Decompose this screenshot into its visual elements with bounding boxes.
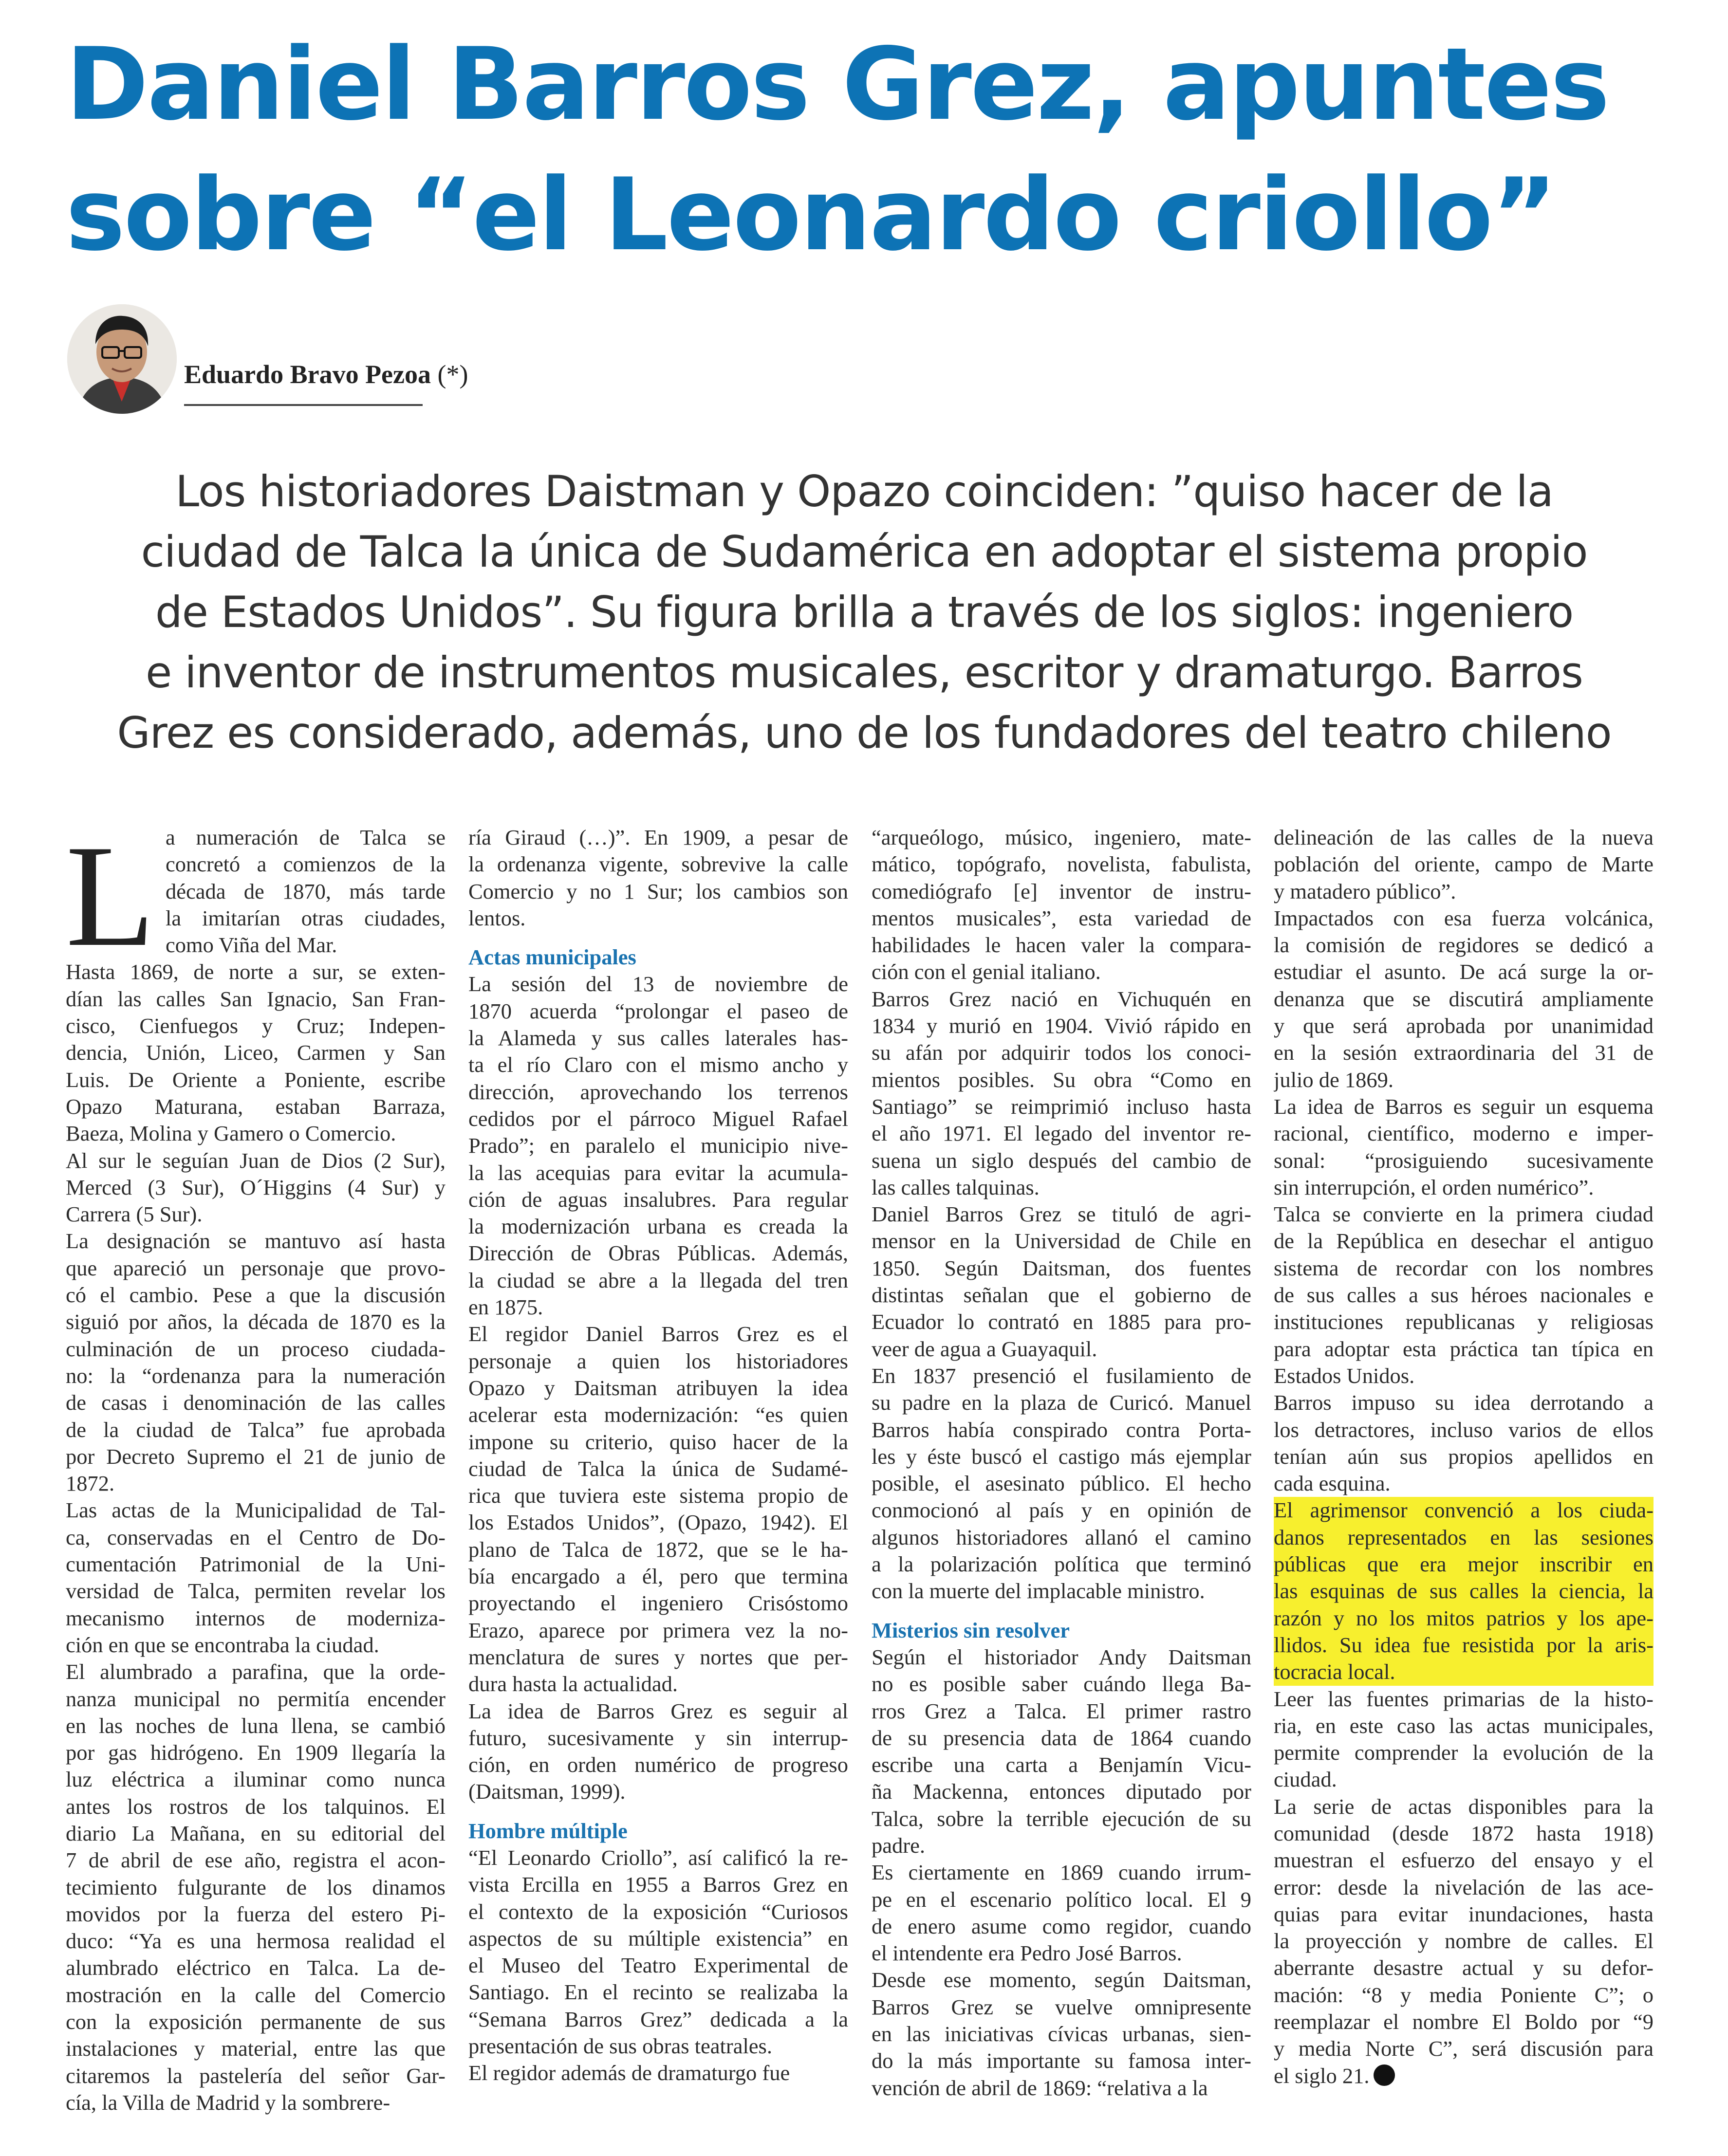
text-line: presentación de sus obras teatrales. bbox=[468, 2034, 772, 2059]
text-line: Las actas de la Municipalidad de Tal- bbox=[66, 1498, 446, 1523]
text-line: ción de aguas insalubres. Para regular bbox=[468, 1187, 848, 1212]
text-line: distintas señalan que el gobierno de bbox=[872, 1283, 1251, 1308]
text-line: sistema de recordar con los nombres bbox=[1274, 1255, 1654, 1280]
text-line: década de 1870, más tarde bbox=[166, 879, 446, 903]
text-line: la Alameda y sus calles laterales has- bbox=[468, 1026, 848, 1050]
text-line: de su presencia data de 1864 cuando bbox=[872, 1725, 1251, 1750]
text-line: la modernización urbana es creada la bbox=[468, 1214, 848, 1239]
text-line: aspectos de su múltiple existencia” en bbox=[468, 1926, 848, 1951]
text-line: llidos. Su idea fue resistida por la aris- bbox=[1274, 1632, 1654, 1658]
text-line: concretó a comienzos de la bbox=[166, 852, 446, 877]
text-line: nanza municipal no permitía encender bbox=[66, 1686, 446, 1711]
text-line: Santiago. En el recinto se realizaba la bbox=[468, 1980, 848, 2005]
text-line: antes los rostros de los talquinos. El bbox=[66, 1794, 446, 1819]
text-line: mático, topógrafo, novelista, fabulista, bbox=[872, 852, 1251, 877]
text-line: Prado”; en paralelo el municipio nive- bbox=[468, 1133, 848, 1158]
text-line: Carrera (5 Sur). bbox=[66, 1202, 203, 1227]
text-line: El agrimensor convenció a los ciuda- bbox=[1274, 1497, 1654, 1524]
text-line: error: desde la nivelación de las ace- bbox=[1274, 1875, 1654, 1899]
text-line: En 1837 presenció el fusilamiento de bbox=[872, 1363, 1251, 1388]
text-line: 1834 y murió en 1904. Vivió rápido en bbox=[872, 1014, 1251, 1038]
lead-paragraph bbox=[58, 461, 1670, 763]
text-line: dían las calles San Ignacio, San Fran- bbox=[66, 986, 446, 1011]
lead-line: Grez es considerado, además, uno de los fundadores del teatro chileno bbox=[117, 708, 1612, 758]
text-line: alumbrado eléctrico en Talca. La de- bbox=[66, 1955, 446, 1980]
column-2 bbox=[468, 824, 848, 2087]
text-line: citaremos la pastelería del señor Gar- bbox=[66, 2063, 446, 2088]
text-line: el Museo del Teatro Experimental de bbox=[468, 1953, 848, 1978]
text-line: movidos por la fuerza del estero Pi- bbox=[66, 1901, 446, 1926]
text-line: que apareció un personaje que provo- bbox=[66, 1255, 446, 1280]
text-line: La idea de Barros Grez es seguir al bbox=[468, 1698, 848, 1723]
text-line: de casas i denominación de las calles bbox=[66, 1390, 446, 1415]
text-line: aberrante desastre actual y su defor- bbox=[1274, 1955, 1654, 1980]
text-line: “Semana Barros Grez” dedicada a la bbox=[468, 2007, 848, 2031]
col2-text-c bbox=[468, 1844, 848, 2087]
text-line: bía encargado a él, pero que termina bbox=[468, 1564, 848, 1589]
text-line: sonal: “prosiguiendo sucesivamente bbox=[1274, 1148, 1654, 1173]
author-name: Eduardo Bravo Pezoa bbox=[184, 360, 431, 389]
text-line: Erazo, aparece por primera vez la no- bbox=[468, 1618, 848, 1642]
text-line: rros Grez a Talca. El primer rastro bbox=[872, 1698, 1251, 1723]
text-line: diario La Mañana, en su editorial del bbox=[66, 1821, 446, 1845]
text-line: ciudad de Talca la única de Sudamé- bbox=[468, 1456, 848, 1481]
text-line: el año 1971. El legado del inventor re- bbox=[872, 1121, 1251, 1146]
text-line: Hasta 1869, de norte a sur, se exten- bbox=[66, 959, 446, 984]
lead-line: Los historiadores Daistman y Opazo coinciden: ”quiso hacer de la bbox=[175, 466, 1553, 516]
text-line: luz eléctrica a iluminar como nunca bbox=[66, 1767, 446, 1792]
text-line: mecanismo internos de moderniza- bbox=[66, 1605, 446, 1630]
end-mark-icon bbox=[1374, 2064, 1395, 2086]
text-line: 1870 acuerda “prolongar el paseo de bbox=[468, 998, 848, 1023]
subheading-hombre: Hombre múltiple bbox=[468, 1818, 628, 1843]
text-line: Daniel Barros Grez se tituló de agri- bbox=[872, 1202, 1251, 1227]
text-line: su afán por adquirir todos los conoci- bbox=[872, 1040, 1251, 1065]
text-line: de la ciudad de Talca” fue aprobada bbox=[66, 1417, 446, 1442]
column-1 bbox=[66, 815, 446, 2116]
text-line: menclatura de sures y nortes que per- bbox=[468, 1644, 848, 1669]
text-line: la las acequias para evitar la acumula- bbox=[468, 1160, 848, 1185]
text-line: tecimiento fulgurante de los dinamos bbox=[66, 1875, 446, 1899]
text-line: sin interrupción, el orden numérico”. bbox=[1274, 1175, 1594, 1199]
text-line: Merced (3 Sur), O´Higgins (4 Sur) y bbox=[66, 1175, 446, 1199]
column-4 bbox=[1274, 824, 1654, 2089]
lead-line: ciudad de Talca la única de Sudamérica en adoptar el sistema propio bbox=[141, 527, 1588, 577]
text-line: ciudad. bbox=[1274, 1767, 1337, 1792]
text-line: “El Leonardo Criollo”, así calificó la re- bbox=[468, 1845, 848, 1870]
text-line: duco: “Ya es una hermosa realidad el bbox=[66, 1929, 446, 1953]
text-line: Dirección de Obras Públicas. Además, bbox=[468, 1241, 848, 1266]
text-line: mentos musicales”, esta variedad de bbox=[872, 905, 1251, 930]
text-line: proyectando el ingeniero Crisóstomo bbox=[468, 1591, 848, 1616]
text-line: las calles talquinas. bbox=[872, 1175, 1040, 1199]
text-line: 1850. Según Daitsman, dos fuentes bbox=[872, 1255, 1251, 1280]
text-line: Opazo Maturana, estaban Barraza, bbox=[66, 1094, 446, 1119]
text-line: do la más importante su famosa inter- bbox=[872, 2048, 1251, 2073]
text-line: julio de 1869. bbox=[1274, 1067, 1394, 1092]
text-line: posible, el asesinato público. El hecho bbox=[872, 1471, 1251, 1496]
text-line: la imitarían otras ciudades, bbox=[166, 905, 446, 930]
title-line-2: sobre “el Leonardo criollo” bbox=[66, 157, 1556, 273]
text-line: Impactados con esa fuerza volcánica, bbox=[1274, 905, 1654, 930]
text-line: quias para evitar inundaciones, hasta bbox=[1274, 1901, 1654, 1926]
text-line: la comisión de regidores se dedicó a bbox=[1274, 933, 1654, 958]
text-line: y media Norte C”, será discusión para bbox=[1274, 2036, 1654, 2061]
text-line: población del oriente, campo de Marte bbox=[1274, 852, 1654, 877]
text-line: plano de Talca de 1872, que se le ha- bbox=[468, 1537, 848, 1562]
text-line: por Decreto Supremo el 21 de junio de bbox=[66, 1444, 446, 1469]
text-line: Talca, sobre la terrible ejecución de su bbox=[872, 1806, 1251, 1831]
highlighted-passage bbox=[1274, 1497, 1654, 1685]
text-line: Talca se convierte en la primera ciudad bbox=[1274, 1202, 1654, 1227]
text-line: el contexto de la exposición “Curiosos bbox=[468, 1899, 848, 1924]
text-line: culminación de un proceso ciudada- bbox=[66, 1336, 446, 1361]
text-line: ción en que se encontraba la ciudad. bbox=[66, 1632, 379, 1657]
text-line: versidad de Talca, permiten revelar los bbox=[66, 1579, 446, 1603]
text-line: ción con el genial italiano. bbox=[872, 959, 1101, 984]
text-line: La idea de Barros es seguir un esquema bbox=[1274, 1094, 1654, 1119]
text-line: en las noches de luna llena, se cambió bbox=[66, 1713, 446, 1738]
text-line: Desde ese momento, según Daitsman, bbox=[872, 1968, 1251, 1992]
col2-text-a bbox=[468, 824, 848, 932]
text-line: “arqueólogo, músico, ingeniero, mate- bbox=[872, 825, 1251, 849]
col2-text-b bbox=[468, 971, 848, 1805]
text-line: Ecuador lo contrató en 1885 para pro- bbox=[872, 1309, 1251, 1334]
col3-text-a bbox=[872, 824, 1251, 1605]
text-line: habilidades le hacen valer la compara- bbox=[872, 933, 1251, 958]
text-line: ca, conservadas en el Centro de Do- bbox=[66, 1525, 446, 1549]
text-line: y matadero público”. bbox=[1274, 879, 1456, 903]
text-line: y que será aprobada por unanimidad bbox=[1274, 1014, 1654, 1038]
text-line: no: la “ordenanza para la numeración bbox=[66, 1363, 446, 1388]
text-line: La designación se mantuvo así hasta bbox=[66, 1229, 446, 1253]
col4-text-a bbox=[1274, 824, 1654, 1497]
text-line: Barros impuso su idea derrotando a bbox=[1274, 1390, 1654, 1415]
col3-text-b bbox=[872, 1644, 1251, 2101]
author-portrait-icon bbox=[67, 304, 177, 414]
text-line: (Daitsman, 1999). bbox=[468, 1779, 626, 1804]
text-line: mostración en la calle del Comercio bbox=[66, 1982, 446, 2007]
text-line: 1872. bbox=[66, 1471, 115, 1496]
text-line: Santiago” se reimprimió incluso hasta bbox=[872, 1094, 1251, 1119]
col4-text-b bbox=[1274, 1686, 1654, 2089]
text-line: muestran el esfuerzo del ensayo y el bbox=[1274, 1848, 1654, 1873]
text-line: conmocionó al país y en opinión de bbox=[872, 1498, 1251, 1523]
text-line: estudiar el asunto. De acá surge la or- bbox=[1274, 959, 1654, 984]
drop-cap: L bbox=[66, 815, 155, 977]
text-line: 7 de abril de ese año, registra el acon- bbox=[66, 1848, 446, 1873]
col1-text bbox=[66, 815, 446, 2116]
text-line: El alumbrado a parafina, que la orde- bbox=[66, 1659, 446, 1684]
text-line: escribe una carta a Benjamín Vicu- bbox=[872, 1752, 1251, 1777]
text-line: acelerar esta modernización: “es quien bbox=[468, 1402, 848, 1427]
text-line: Comercio y no 1 Sur; los cambios son bbox=[468, 879, 848, 903]
text-line: Baeza, Molina y Gamero o Comercio. bbox=[66, 1121, 396, 1146]
text-line: Al sur le seguían Juan de Dios (2 Sur), bbox=[66, 1148, 446, 1173]
text-line: La sesión del 13 de noviembre de bbox=[468, 972, 848, 996]
text-line: tocracia local. bbox=[1274, 1658, 1654, 1685]
text-line: tenían aún sus propios apellidos en bbox=[1274, 1444, 1654, 1469]
text-line: cía, la Villa de Madrid y la sombrere- bbox=[66, 2090, 390, 2115]
text-line: Barros había conspirado contra Porta- bbox=[872, 1417, 1251, 1442]
text-line: como Viña del Mar. bbox=[166, 933, 337, 958]
text-line: con la muerte del implacable ministro. bbox=[872, 1579, 1205, 1603]
text-line: personaje a quien los historiadores bbox=[468, 1348, 848, 1373]
text-line: ña Mackenna, entonces diputado por bbox=[872, 1779, 1251, 1804]
text-line: de la República en desechar el antiguo bbox=[1274, 1229, 1654, 1253]
article-title bbox=[66, 19, 1672, 280]
text-line: có el cambio. Pese a que la discusión bbox=[66, 1283, 446, 1308]
text-line: por gas hidrógeno. En 1909 llegaría la bbox=[66, 1740, 446, 1765]
text-line: a la polarización política que terminó bbox=[872, 1552, 1251, 1577]
text-line: instalaciones y material, entre las que bbox=[66, 2036, 446, 2061]
text-line: razón y no los mitos patrios y los ape- bbox=[1274, 1605, 1654, 1632]
text-line: dura hasta la actualidad. bbox=[468, 1672, 678, 1696]
author-note: (*) bbox=[431, 360, 468, 389]
title-line-1: Daniel Barros Grez, apuntes bbox=[66, 27, 1609, 143]
text-line: la ciudad se abre a la llegada del tren bbox=[468, 1268, 848, 1292]
text-line: Según el historiador Andy Daitsman bbox=[872, 1644, 1251, 1669]
text-line: mensor en la Universidad de Chile en bbox=[872, 1229, 1251, 1253]
text-line: siguió por años, la década de 1870 es la bbox=[66, 1309, 446, 1334]
text-line: el intendente era Pedro José Barros. bbox=[872, 1941, 1182, 1966]
text-line: dirección, aprovechando los terrenos bbox=[468, 1079, 848, 1104]
text-line: futuro, sucesivamente y sin interrup- bbox=[468, 1725, 848, 1750]
text-line: no es posible saber cuándo llega Ba- bbox=[872, 1672, 1251, 1696]
text-line: cada esquina. bbox=[1274, 1471, 1391, 1496]
text-line: ción, en orden numérico de progreso bbox=[468, 1752, 848, 1777]
text-line: racional, científico, moderno e imper- bbox=[1274, 1121, 1654, 1146]
text-line: ría Giraud (…)”. En 1909, a pesar de bbox=[468, 825, 848, 849]
text-line: dencia, Unión, Liceo, Carmen y San bbox=[66, 1040, 446, 1065]
text-line: cedidos por el párroco Miguel Rafael bbox=[468, 1106, 848, 1131]
subheading-actas: Actas municipales bbox=[468, 945, 636, 970]
lead-line: e inventor de instrumentos musicales, escritor y dramaturgo. Barros bbox=[146, 647, 1583, 698]
text-line: la ordenanza vigente, sobrevive la calle bbox=[468, 852, 848, 877]
author-byline bbox=[184, 359, 468, 389]
text-line: el siglo 21. bbox=[1274, 2063, 1654, 2089]
text-line: en las iniciativas cívicas urbanas, sien- bbox=[872, 2022, 1251, 2046]
subheading-misterios: Misterios sin resolver bbox=[872, 1618, 1070, 1642]
text-line: cisco, Cienfuegos y Cruz; Indepen- bbox=[66, 1014, 446, 1038]
lead-line: de Estados Unidos”. Su figura brilla a través de los siglos: ingeniero bbox=[155, 587, 1574, 637]
text-line: ria, en este caso las actas municipales, bbox=[1274, 1713, 1654, 1738]
text-line: Barros Grez nació en Vichuquén en bbox=[872, 986, 1251, 1011]
text-line: en 1875. bbox=[468, 1295, 543, 1320]
text-line: impone su criterio, quiso hacer de la bbox=[468, 1429, 848, 1454]
text-line: Leer las fuentes primarias de la histo- bbox=[1274, 1686, 1654, 1711]
text-line: algunos historiadores allanó el camino bbox=[872, 1525, 1251, 1549]
text-line: Luis. De Oriente a Poniente, escribe bbox=[66, 1067, 446, 1092]
text-line: comunidad (desde 1872 hasta 1918) bbox=[1274, 1821, 1654, 1845]
text-line: vista Ercilla en 1955 a Barros Grez en bbox=[468, 1872, 848, 1897]
text-line: de sus calles a sus héroes nacionales e bbox=[1274, 1283, 1654, 1308]
text-line: vención de abril de 1869: “relativa a la bbox=[872, 2075, 1208, 2100]
text-line: rica que tuviera este sistema propio de bbox=[468, 1483, 848, 1508]
text-line: los detractores, incluso varios de ellos bbox=[1274, 1417, 1654, 1442]
text-line: las esquinas de sus calles la ciencia, la bbox=[1274, 1578, 1654, 1604]
text-line: danos representados en las sesiones bbox=[1274, 1524, 1654, 1551]
text-line: de enero asume como regidor, cuando bbox=[872, 1914, 1251, 1938]
text-line: la proyección y nombre de calles. El bbox=[1274, 1929, 1654, 1953]
text-line: ta el río Claro con el mismo ancho y bbox=[468, 1052, 848, 1077]
text-line: El regidor Daniel Barros Grez es el bbox=[468, 1322, 848, 1346]
text-line: El regidor además de dramaturgo fue bbox=[468, 2061, 790, 2085]
text-line: veer de agua a Guayaquil. bbox=[872, 1336, 1097, 1361]
text-line: con la exposición permanente de sus bbox=[66, 2009, 446, 2034]
text-line: comediógrafo [e] inventor de instru- bbox=[872, 879, 1251, 903]
text-line: Opazo y Daitsman atribuyen la idea bbox=[468, 1375, 848, 1400]
text-line: denanza que se discutirá ampliamente bbox=[1274, 986, 1654, 1011]
text-line: cumentación Patrimonial de la Uni- bbox=[66, 1552, 446, 1577]
text-line: lentos. bbox=[468, 905, 526, 930]
text-line: les y éste buscó el castigo más ejemplar bbox=[872, 1444, 1251, 1469]
text-line: Es ciertamente en 1869 cuando irrum- bbox=[872, 1860, 1251, 1885]
text-line: mientos posibles. Su obra “Como en bbox=[872, 1067, 1251, 1092]
text-line: en la sesión extraordinaria del 31 de bbox=[1274, 1040, 1654, 1065]
text-line: La serie de actas disponibles para la bbox=[1274, 1794, 1654, 1819]
author-underline bbox=[184, 404, 423, 406]
text-line: delineación de las calles de la nueva bbox=[1274, 825, 1654, 849]
text-line: a numeración de Talca se bbox=[166, 825, 446, 849]
author-photo bbox=[67, 304, 177, 414]
text-line: mación: “8 y media Poniente C”; o bbox=[1274, 1982, 1654, 2007]
text-line: para adoptar esta práctica tan típica en bbox=[1274, 1336, 1654, 1361]
text-line: instituciones republicanas y religiosas bbox=[1274, 1309, 1654, 1334]
text-line: los Estados Unidos”, (Opazo, 1942). El bbox=[468, 1510, 848, 1535]
text-line: suena un siglo después del cambio de bbox=[872, 1148, 1251, 1173]
text-line: reemplazar el nombre El Boldo por “9 bbox=[1274, 2009, 1654, 2034]
text-line: Estados Unidos. bbox=[1274, 1363, 1415, 1388]
text-line: públicas que era mejor inscribir en bbox=[1274, 1551, 1654, 1578]
text-line: padre. bbox=[872, 1833, 925, 1858]
text-line: permite comprender la evolución de la bbox=[1274, 1740, 1654, 1765]
text-line: Barros Grez se vuelve omnipresente bbox=[872, 1994, 1251, 2019]
column-3 bbox=[872, 824, 1251, 2101]
text-line: pe en el escenario político local. El 9 bbox=[872, 1887, 1251, 1912]
text-line: su padre en la plaza de Curicó. Manuel bbox=[872, 1390, 1251, 1415]
